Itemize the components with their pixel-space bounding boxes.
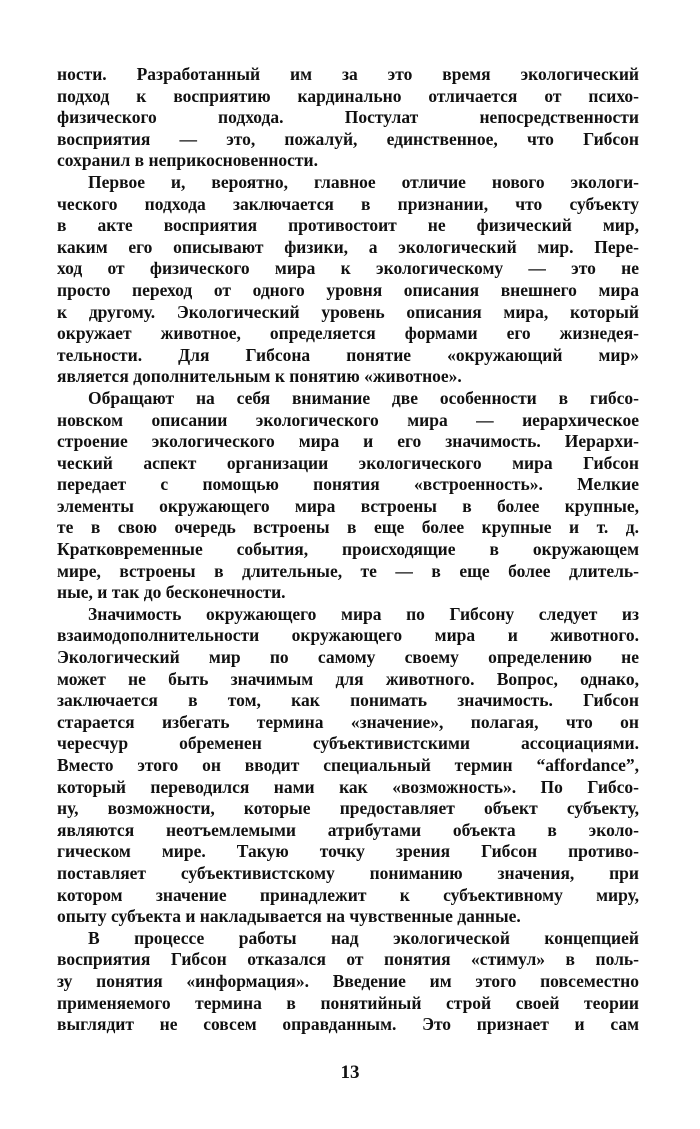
text-line: мире, встроены в длительные, те — в еще более длитель- <box>57 560 639 581</box>
text-line: сохранил в неприкосновенности. <box>57 150 318 171</box>
text-line: являются неотъемлемыми атрибутами объекта в эколо- <box>57 819 639 840</box>
paragraph-3 <box>57 388 639 604</box>
text-line: является дополнительным к понятию «животное». <box>57 366 462 387</box>
text-line: к другому. Экологический уровень описания мира, который <box>57 301 639 322</box>
text-line: заключается в том, как понимать значимость. Гибсон <box>57 690 639 711</box>
text-line: ход от физического мира к экологическому — это не <box>57 258 639 279</box>
text-line: поставляет субъективистскому пониманию значения, при <box>57 862 639 883</box>
text-line: выглядит не совсем оправданным. Это признает и сам <box>57 1014 639 1035</box>
text-line: ные, и так до бесконечности. <box>57 582 286 603</box>
text-line: гическом мире. Такую точку зрения Гибсон противо- <box>57 841 639 862</box>
text-line: который переводился нами как «возможность». По Гибсо- <box>57 776 639 797</box>
text-line: ности. Разработанный им за это время экологический <box>57 64 639 84</box>
text-line: окружает животное, определяется формами его жизнедея- <box>57 323 639 344</box>
text-line: зу понятия «информация». Введение им этого повсеместно <box>57 970 639 991</box>
text-line: чересчур обременен субъективистскими ассоциациями. <box>57 733 639 754</box>
text-line: может не быть значимым для животного. Вопрос, однако, <box>57 668 639 689</box>
text-line: ческий аспект организации экологического мира Гибсон <box>57 452 639 473</box>
text-line: Первое и, вероятно, главное отличие нового экологи- <box>88 171 639 192</box>
text-line: физического подхода. Постулат непосредственности <box>57 107 639 128</box>
text-line: взаимодополнительности окружающего мира и животного. <box>57 625 639 646</box>
text-line: Обращают на себя внимание две особенности в гибсо- <box>88 387 639 408</box>
paragraph-5 <box>57 928 639 1036</box>
text-line: Вместо этого он вводит специальный термин “affordance”, <box>57 755 639 775</box>
text-line: опыту субъекта и накладывается на чувственные данные. <box>57 906 521 927</box>
text-line: применяемого термина в понятийный строй своей теории <box>57 992 639 1013</box>
page-body <box>57 64 639 1036</box>
text-line: в акте восприятия противостоит не физический мир, <box>57 215 639 236</box>
text-line: Экологический мир по самому своему определению не <box>57 647 639 668</box>
text-line: подход к восприятию кардинально отличается от психо- <box>57 85 639 106</box>
text-line: новском описании экологического мира — иерархическое <box>57 409 639 430</box>
text-line: восприятия Гибсон отказался от понятия «стимул» в поль- <box>57 949 639 970</box>
paragraph-2 <box>57 172 639 388</box>
text-line: В процессе работы над экологической концепцией <box>88 927 639 948</box>
text-line: котором значение принадлежит к субъективному миру, <box>57 884 639 905</box>
text-line: те в свою очередь встроены в еще более крупные и т. д. <box>57 517 639 538</box>
text-line: строение экологического мира и его значимость. Иерархи- <box>57 431 639 452</box>
text-line: каким его описывают физики, а экологический мир. Пере- <box>57 236 639 257</box>
text-line: Значимость окружающего мира по Гибсону следует из <box>88 603 639 624</box>
text-line: ческого подхода заключается в признании, что субъекту <box>57 193 639 214</box>
text-line: старается избегать термина «значение», полагая, что он <box>57 711 639 732</box>
text-line: ну, возможности, которые предоставляет объект субъекту, <box>57 798 639 819</box>
text-line: просто переход от одного уровня описания внешнего мира <box>57 279 639 300</box>
paragraph-1 <box>57 64 639 172</box>
text-line: передает с помощью понятия «встроенность». Мелкие <box>57 474 639 495</box>
text-line: Кратковременные события, происходящие в окружающем <box>57 539 639 560</box>
text-line: тельности. Для Гибсона понятие «окружающий мир» <box>57 344 639 365</box>
text-line: восприятия — это, пожалуй, единственное, что Гибсон <box>57 128 639 149</box>
page-number: 13 <box>340 1062 360 1083</box>
paragraph-4 <box>57 604 639 928</box>
text-line: элементы окружающего мира встроены в более крупные, <box>57 495 639 516</box>
